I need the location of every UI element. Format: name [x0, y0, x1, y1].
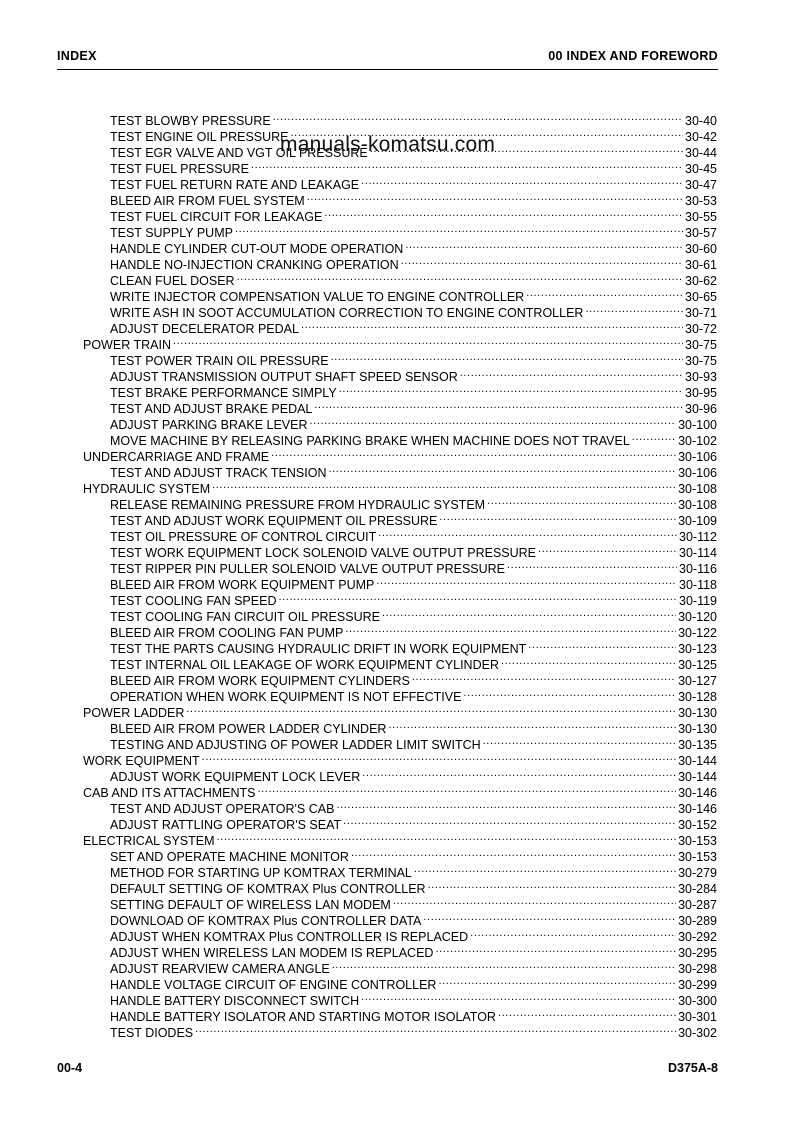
entry-title: SETTING DEFAULT OF WIRELESS LAN MODEM [110, 898, 391, 912]
dot-leader [526, 285, 683, 301]
entry-page-number: 30-299 [678, 978, 717, 992]
dot-leader [212, 477, 676, 493]
index-entry-row[interactable] [110, 237, 717, 256]
dot-leader [439, 509, 676, 525]
entry-title: TEST BRAKE PERFORMANCE SIMPLY [110, 386, 337, 400]
index-entry-row[interactable] [110, 893, 717, 912]
entry-page-number: 30-122 [678, 626, 717, 640]
dot-leader [382, 605, 676, 621]
entry-title: TESTING AND ADJUSTING OF POWER LADDER LIMIT SWITCH [110, 738, 481, 752]
dot-leader [331, 349, 683, 365]
entry-page-number: 30-47 [685, 178, 717, 192]
entry-page-number: 30-96 [685, 402, 717, 416]
header-chapter-title: 00 INDEX AND FOREWORD [548, 49, 718, 63]
entry-page-number: 30-130 [678, 706, 717, 720]
entry-page-number: 30-62 [685, 274, 717, 288]
entry-page-number: 30-61 [685, 258, 717, 272]
entry-page-number: 30-102 [678, 434, 717, 448]
index-entry-row[interactable] [110, 925, 717, 944]
entry-page-number: 30-301 [678, 1010, 717, 1024]
entry-title: ADJUST WHEN KOMTRAX Plus CONTROLLER IS REPLACED [110, 930, 469, 944]
entry-title: RELEASE REMAINING PRESSURE FROM HYDRAULIC SYSTEM [110, 498, 486, 512]
entry-title: BLEED AIR FROM WORK EQUIPMENT CYLINDERS [110, 674, 410, 688]
entry-title: CAB AND ITS ATTACHMENTS [83, 786, 256, 800]
dot-leader [378, 525, 677, 541]
entry-page-number: 30-130 [678, 722, 717, 736]
dot-leader [343, 813, 676, 829]
entry-title: HANDLE VOLTAGE CIRCUIT OF ENGINE CONTROLLER [110, 978, 437, 992]
dot-leader [483, 733, 676, 749]
index-entry-row[interactable] [110, 717, 717, 736]
index-entry-row[interactable] [110, 973, 717, 992]
dot-leader [498, 1005, 676, 1021]
dot-leader [401, 253, 683, 269]
entry-page-number: 30-112 [679, 530, 717, 544]
index-entry-row[interactable] [110, 621, 717, 640]
entry-title: ADJUST DECELERATOR PEDAL [110, 322, 299, 336]
dot-leader [412, 669, 676, 685]
dot-leader [438, 973, 676, 989]
index-entry-row[interactable] [110, 685, 717, 704]
entry-title: TEST FUEL PRESSURE [110, 162, 249, 176]
entry-title: TEST AND ADJUST TRACK TENSION [110, 466, 327, 480]
entry-title: HYDRAULIC SYSTEM [83, 482, 211, 496]
dot-leader [336, 797, 676, 813]
dot-leader [186, 701, 676, 717]
watermark: manuals-komatsu.com [280, 133, 496, 156]
entry-title: TEST BLOWBY PRESSURE [110, 114, 271, 128]
entry-title: WRITE ASH IN SOOT ACCUMULATION CORRECTION TO ENGINE CONTROLLER [110, 306, 584, 320]
index-section-row[interactable] [83, 445, 717, 464]
entry-title: TEST POWER TRAIN OIL PRESSURE [110, 354, 329, 368]
index-entry-row[interactable] [110, 285, 717, 304]
dot-leader [507, 557, 677, 573]
index-entry-row[interactable] [110, 957, 717, 976]
index-entry-row[interactable] [110, 989, 717, 1008]
index-entry-row[interactable] [110, 541, 717, 560]
entry-title: TEST SUPPLY PUMP [110, 226, 233, 240]
index-entry-row[interactable] [110, 573, 717, 592]
entry-page-number: 30-40 [685, 114, 717, 128]
entry-title: TEST THE PARTS CAUSING HYDRAULIC DRIFT IN WORK EQUIPMENT [110, 642, 527, 656]
entry-page-number: 30-60 [685, 242, 717, 256]
index-entry-row[interactable] [110, 605, 717, 624]
index-entry-row[interactable] [110, 1021, 717, 1040]
index-entry-row[interactable] [110, 765, 717, 784]
entry-title: WORK EQUIPMENT [83, 754, 200, 768]
dot-leader [351, 845, 676, 861]
dot-leader [361, 989, 676, 1005]
entry-page-number: 30-152 [678, 818, 717, 832]
index-section-row[interactable] [83, 477, 717, 496]
entry-page-number: 30-53 [685, 194, 717, 208]
entry-title: ADJUST TRANSMISSION OUTPUT SHAFT SPEED SENSOR [110, 370, 458, 384]
dot-leader [251, 157, 683, 173]
entry-title: TEST COOLING FAN CIRCUIT OIL PRESSURE [110, 610, 380, 624]
dot-leader [470, 925, 676, 941]
entry-title: TEST AND ADJUST OPERATOR'S CAB [110, 802, 335, 816]
dot-leader [463, 685, 676, 701]
entry-page-number: 30-108 [678, 498, 717, 512]
dot-leader [538, 541, 677, 557]
entry-title: ADJUST WHEN WIRELESS LAN MODEM IS REPLACED [110, 946, 434, 960]
entry-title: TEST OIL PRESSURE OF CONTROL CIRCUIT [110, 530, 377, 544]
entry-title: ADJUST PARKING BRAKE LEVER [110, 418, 308, 432]
dot-leader [376, 573, 677, 589]
entry-page-number: 30-106 [678, 450, 717, 464]
dot-leader [393, 893, 676, 909]
index-entry-row[interactable] [110, 813, 717, 832]
entry-title: DEFAULT SETTING OF KOMTRAX Plus CONTROLLER [110, 882, 426, 896]
entry-title: TEST INTERNAL OIL LEAKAGE OF WORK EQUIPMENT CYLINDER [110, 658, 499, 672]
entry-page-number: 30-292 [678, 930, 717, 944]
entry-page-number: 30-72 [685, 322, 717, 336]
entry-page-number: 30-119 [679, 594, 717, 608]
dot-leader [428, 877, 677, 893]
page-number: 00-4 [57, 1061, 83, 1075]
entry-title: ADJUST RATTLING OPERATOR'S SEAT [110, 818, 342, 832]
entry-title: MOVE MACHINE BY RELEASING PARKING BRAKE WHEN MACHINE DOES NOT TRAVEL [110, 434, 630, 448]
entry-page-number: 30-144 [678, 770, 717, 784]
dot-leader [345, 621, 676, 637]
page-header [57, 47, 718, 70]
entry-page-number: 30-44 [685, 146, 717, 160]
index-entry-row[interactable] [110, 189, 717, 208]
index-section-row[interactable] [83, 781, 717, 800]
entry-page-number: 30-279 [678, 866, 717, 880]
entry-title: BLEED AIR FROM POWER LADDER CYLINDER [110, 722, 387, 736]
entry-page-number: 30-116 [679, 562, 717, 576]
index-entry-row[interactable] [110, 525, 717, 544]
entry-title: ADJUST REARVIEW CAMERA ANGLE [110, 962, 330, 976]
index-entry-row[interactable] [110, 253, 717, 272]
entry-page-number: 30-100 [678, 418, 717, 432]
entry-title: BLEED AIR FROM FUEL SYSTEM [110, 194, 305, 208]
entry-title: BLEED AIR FROM WORK EQUIPMENT PUMP [110, 578, 375, 592]
entry-page-number: 30-93 [685, 370, 717, 384]
index-entry-row[interactable] [110, 845, 717, 864]
entry-page-number: 30-120 [678, 610, 717, 624]
index-entry-row[interactable] [110, 941, 717, 960]
dot-leader [307, 189, 683, 205]
entry-page-number: 30-287 [678, 898, 717, 912]
dot-leader [314, 397, 683, 413]
index-entry-row[interactable] [110, 653, 717, 672]
index-section-row[interactable] [83, 749, 717, 768]
index-entry-row[interactable] [110, 557, 717, 576]
entry-page-number: 30-75 [685, 354, 717, 368]
index-entry-row[interactable] [110, 797, 717, 816]
entry-title: OPERATION WHEN WORK EQUIPMENT IS NOT EFFECTIVE [110, 690, 462, 704]
entry-page-number: 30-55 [685, 210, 717, 224]
dot-leader [217, 829, 677, 845]
index-entry-row[interactable] [110, 349, 717, 368]
index-entry-row[interactable] [110, 157, 717, 176]
entry-title: TEST ENGINE OIL PRESSURE [110, 130, 289, 144]
index-entry-row[interactable] [110, 877, 717, 896]
dot-leader [339, 381, 683, 397]
entry-title: HANDLE NO-INJECTION CRANKING OPERATION [110, 258, 399, 272]
dot-leader [632, 429, 676, 445]
dot-leader [257, 781, 676, 797]
entry-page-number: 30-45 [685, 162, 717, 176]
entry-title: TEST COOLING FAN SPEED [110, 594, 277, 608]
dot-leader [329, 461, 677, 477]
entry-title: TEST AND ADJUST BRAKE PEDAL [110, 402, 313, 416]
index-entry-row[interactable] [110, 909, 717, 928]
entry-title: TEST EGR VALVE AND VGT OIL PRESSURE [110, 146, 368, 160]
dot-leader [273, 109, 683, 125]
dot-leader [388, 717, 676, 733]
entry-page-number: 30-144 [678, 754, 717, 768]
entry-page-number: 30-123 [678, 642, 717, 656]
entry-page-number: 30-42 [685, 130, 717, 144]
entry-page-number: 30-57 [685, 226, 717, 240]
index-entry-row[interactable] [110, 733, 717, 752]
entry-page-number: 30-146 [678, 786, 717, 800]
entry-title: METHOD FOR STARTING UP KOMTRAX TERMINAL [110, 866, 412, 880]
entry-title: DOWNLOAD OF KOMTRAX Plus CONTROLLER DATA [110, 914, 422, 928]
index-entry-row[interactable] [110, 397, 717, 416]
entry-title: ADJUST WORK EQUIPMENT LOCK LEVER [110, 770, 361, 784]
dot-leader [528, 637, 676, 653]
entry-title: HANDLE BATTERY ISOLATOR AND STARTING MOTOR ISOLATOR [110, 1010, 496, 1024]
dot-leader [361, 173, 683, 189]
dot-leader [271, 445, 676, 461]
index-entry-row[interactable] [110, 109, 717, 128]
entry-title: TEST FUEL RETURN RATE AND LEAKAGE [110, 178, 360, 192]
entry-page-number: 30-106 [678, 466, 717, 480]
entry-page-number: 30-127 [678, 674, 717, 688]
index-entry-row[interactable] [110, 365, 717, 384]
header-section-title: INDEX [57, 49, 97, 63]
dot-leader [195, 1021, 676, 1037]
index-entry-row[interactable] [110, 589, 717, 608]
entry-page-number: 30-153 [678, 850, 717, 864]
dot-leader [301, 317, 683, 333]
entry-title: SET AND OPERATE MACHINE MONITOR [110, 850, 349, 864]
entry-page-number: 30-300 [678, 994, 717, 1008]
entry-page-number: 30-71 [685, 306, 717, 320]
dot-leader [310, 413, 677, 429]
entry-title: TEST WORK EQUIPMENT LOCK SOLENOID VALVE OUTPUT PRESSURE [110, 546, 537, 560]
dot-leader [235, 221, 683, 237]
entry-page-number: 30-295 [678, 946, 717, 960]
entry-title: CLEAN FUEL DOSER [110, 274, 235, 288]
entry-page-number: 30-108 [678, 482, 717, 496]
index-entry-row[interactable] [110, 1005, 717, 1024]
entry-title: TEST RIPPER PIN PULLER SOLENOID VALVE OUTPUT PRESSURE [110, 562, 506, 576]
entry-title: WRITE INJECTOR COMPENSATION VALUE TO ENGINE CONTROLLER [110, 290, 525, 304]
entry-page-number: 30-75 [685, 338, 717, 352]
entry-title: BLEED AIR FROM COOLING FAN PUMP [110, 626, 344, 640]
entry-page-number: 30-298 [678, 962, 717, 976]
index-entry-row[interactable] [110, 381, 717, 400]
index-section-row[interactable] [83, 829, 717, 848]
dot-leader [278, 589, 677, 605]
index-entry-row[interactable] [110, 205, 717, 224]
entry-title: TEST AND ADJUST WORK EQUIPMENT OIL PRESSURE [110, 514, 438, 528]
dot-leader [435, 941, 676, 957]
model-number: D375A-8 [667, 1061, 718, 1075]
dot-leader [173, 333, 683, 349]
dot-leader [414, 861, 676, 877]
entry-page-number: 30-146 [678, 802, 717, 816]
index-entry-row[interactable] [110, 269, 717, 288]
entry-page-number: 30-125 [678, 658, 717, 672]
entry-page-number: 30-95 [685, 386, 717, 400]
entry-title: ELECTRICAL SYSTEM [83, 834, 215, 848]
dot-leader [423, 909, 676, 925]
index-entry-row[interactable] [110, 301, 717, 320]
entry-page-number: 30-153 [678, 834, 717, 848]
index-entry-row[interactable] [110, 413, 717, 432]
entry-page-number: 30-289 [678, 914, 717, 928]
dot-leader [332, 957, 676, 973]
dot-leader [324, 205, 683, 221]
entry-title: UNDERCARRIAGE AND FRAME [83, 450, 270, 464]
dot-leader [460, 365, 683, 381]
index-entry-row[interactable] [110, 317, 717, 336]
index-entry-row[interactable] [110, 509, 717, 528]
dot-leader [487, 493, 676, 509]
index-entry-row[interactable] [110, 861, 717, 880]
entry-title: POWER TRAIN [83, 338, 171, 352]
index-entry-row[interactable] [110, 173, 717, 192]
entry-title: TEST DIODES [110, 1026, 194, 1040]
entry-title: TEST FUEL CIRCUIT FOR LEAKAGE [110, 210, 323, 224]
index-entry-row[interactable] [110, 637, 717, 656]
entry-title: POWER LADDER [83, 706, 185, 720]
entry-page-number: 30-135 [678, 738, 717, 752]
entry-page-number: 30-284 [678, 882, 717, 896]
entry-page-number: 30-65 [685, 290, 717, 304]
page-footer [57, 1061, 718, 1081]
index-section-row[interactable] [83, 333, 717, 352]
dot-leader [237, 269, 683, 285]
index-entry-row[interactable] [110, 429, 717, 448]
entry-page-number: 30-114 [679, 546, 717, 560]
dot-leader [501, 653, 676, 669]
index-entry-row[interactable] [110, 221, 717, 240]
index-entry-row[interactable] [110, 493, 717, 512]
entry-page-number: 30-302 [678, 1026, 717, 1040]
entry-page-number: 30-128 [678, 690, 717, 704]
dot-leader [405, 237, 683, 253]
index-entry-row[interactable] [110, 461, 717, 480]
entry-title: HANDLE BATTERY DISCONNECT SWITCH [110, 994, 360, 1008]
entry-title: HANDLE CYLINDER CUT-OUT MODE OPERATION [110, 242, 404, 256]
dot-leader [202, 749, 676, 765]
entry-page-number: 30-118 [679, 578, 717, 592]
entry-page-number: 30-109 [678, 514, 717, 528]
index-entry-row[interactable] [110, 669, 717, 688]
index-section-row[interactable] [83, 701, 717, 720]
dot-leader [585, 301, 683, 317]
dot-leader [362, 765, 676, 781]
